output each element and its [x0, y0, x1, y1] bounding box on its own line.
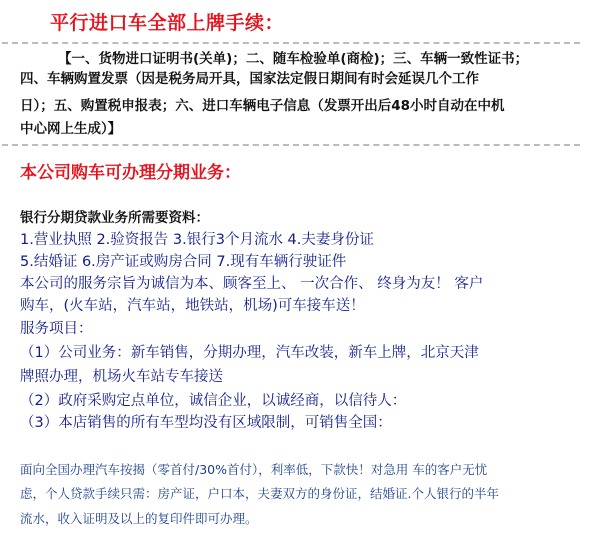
loan-line: 虑，个人贷款手续只需：房产证，户口本，夫妻双方的身份证，结婚证.个人银行的半年	[20, 486, 499, 501]
loan-line: 面向全国办理汽车按揭（零首付/30%首付），利率低，下款快！对急用 车的客户无忧	[20, 462, 488, 477]
procedures-line-3: 日）；五、购置税申报表；六、进口车辆电子信息（发票开出后48小时自动在中机	[20, 98, 505, 114]
title: 平行进口车全部上牌手续：	[50, 12, 285, 34]
body-line: 5.结婚证 6.房产证或购房合同 7.现有车辆行驶证件	[20, 254, 347, 270]
materials-heading: 银行分期贷款业务所需要资料：	[20, 210, 209, 226]
procedures-line-1: 【一、货物进口证明书(关单)；二、随车检验单(商检)；三、车辆一致性证书；	[58, 51, 529, 67]
loan-line: 流水，收入证明及以上的复印件即可办理。	[20, 511, 258, 526]
body-line: （3）本店销售的所有车型均没有区域限制，可销售全国：	[20, 415, 392, 431]
body-line: 牌照办理，机场火车站专车接送	[20, 369, 223, 385]
procedures-line-2: 四、车辆购置发票（因是税务局开具，国家法定假日期间有时会延误几个工作	[20, 71, 479, 87]
body-line: 购车，(火车站，汽车站，地铁站，机场)可车接车送！	[20, 298, 365, 314]
installment-heading: 本公司购车可办理分期业务：	[20, 163, 241, 183]
body-line: （1）公司业务：新车销售，分期办理，汽车改装，新车上牌，北京天津	[20, 345, 479, 361]
body-line: 1.营业执照 2.验资报告 3.银行3个月流水 4.夫妻身份证	[20, 232, 374, 248]
body-line: （2）政府采购定点单位，诚信企业，以诚经商，以信待人：	[20, 393, 407, 409]
procedures-line-4: 中心网上生成）】	[20, 121, 122, 137]
body-line: 本公司的服务宗旨为诚信为本、顾客至上、 一次合作、 终身为友！ 客户	[20, 276, 484, 292]
body-line: 服务项目：	[20, 321, 93, 337]
